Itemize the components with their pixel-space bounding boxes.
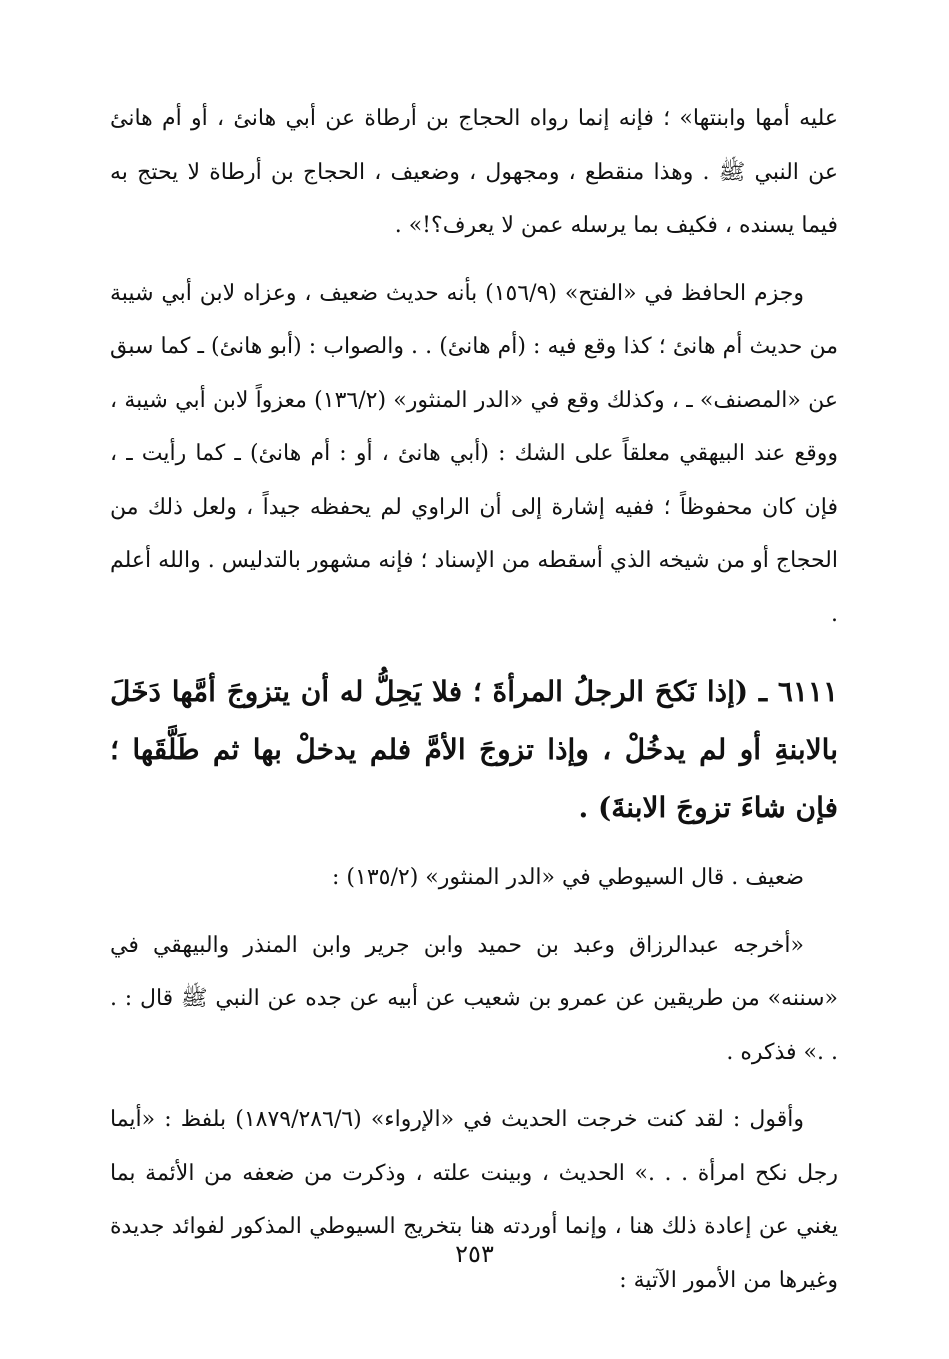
paragraph-quote: «أخرجه عبدالرزاق وعبد بن حميد وابن جرير وابن المنذر والبيهقي في «سننه» من طريقين عن عمرو بن شعيب عن أبيه عن جده عن النبي ﷺ قال : . . .» فذكره .: [110, 932, 838, 1065]
paragraph-hafiz-note: وجزم الحافظ في «الفتح» (١٥٦/٩) بأنه حديث ضعيف ، وعزاه لابن أبي شيبة من حديث أم هانئ ؛ كذا وقع فيه : (أم هانئ) . . والصواب : (أبو هانئ) ـ كما سبق عن «المصنف» ـ ، وكذلك وقع في «الدر المنثور» (١٣٦/٢) معزواً لابن أبي شيبة ، ووقع عند البيهقي معلقاً على الشك : (أبي هانئ ، أو : أم هانئ) ـ كما رأيت ـ ، فإن كان محفوظاً ؛ ففيه إشارة إلى أن الراوي لم يحفظه جيداً ، ولعل ذلك من الحجاج أو من شيخه الذي أسقطه من الإسناد ؛ فإنه مشهور بالتدليس . والله أعلم .: [110, 280, 839, 627]
paragraph-author-comment: وأقول : لقد كنت خرجت الحديث في «الإرواء» (١٨٧٩/٢٨٦/٦) بلفظ : «أيما رجل نكح امرأة . . .» الحديث ، وبينت علته ، وذكرت من ضعفه من الأئمة بما يغني عن إعادة ذلك هنا ، وإنما أوردته هنا بتخريج السيوطي المذكور لفوائد جديدة وغيرها من الأمور الآتية :: [110, 1107, 838, 1293]
paragraph-grading: ضعيف . قال السيوطي في «الدر المنثور» (١٣٥/٢) :: [332, 865, 804, 890]
hadith-text: ٦١١١ ـ (إذا نَكحَ الرجلُ المرأةَ ؛ فلا يَحِلُّ له أن يتزوجَ أمَّها دَخَلَ بالابنةِ أو لم يدخُلْ ، وإذا تزوجَ الأمَّ فلم يدخلْ بها ثم طَلَّقَها ؛ فإن شاءَ تزوجَ الابنةَ) .: [110, 675, 838, 824]
page-body: [110, 92, 838, 1307]
page-number: ٢٥٣: [455, 1240, 494, 1268]
paragraph-continuation: عليه أمها وابنتها» ؛ فإنه إنما رواه الحجاج بن أرطاة عن أبي هانئ ، أو أم هانئ عن النبي ﷺ . وهذا منقطع ، ومجهول ، وضعيف ، الحجاج بن أرطاة لا يحتج به فيما يسنده ، فكيف بما يرسله عمن لا يعرف؟!» .: [110, 106, 838, 238]
